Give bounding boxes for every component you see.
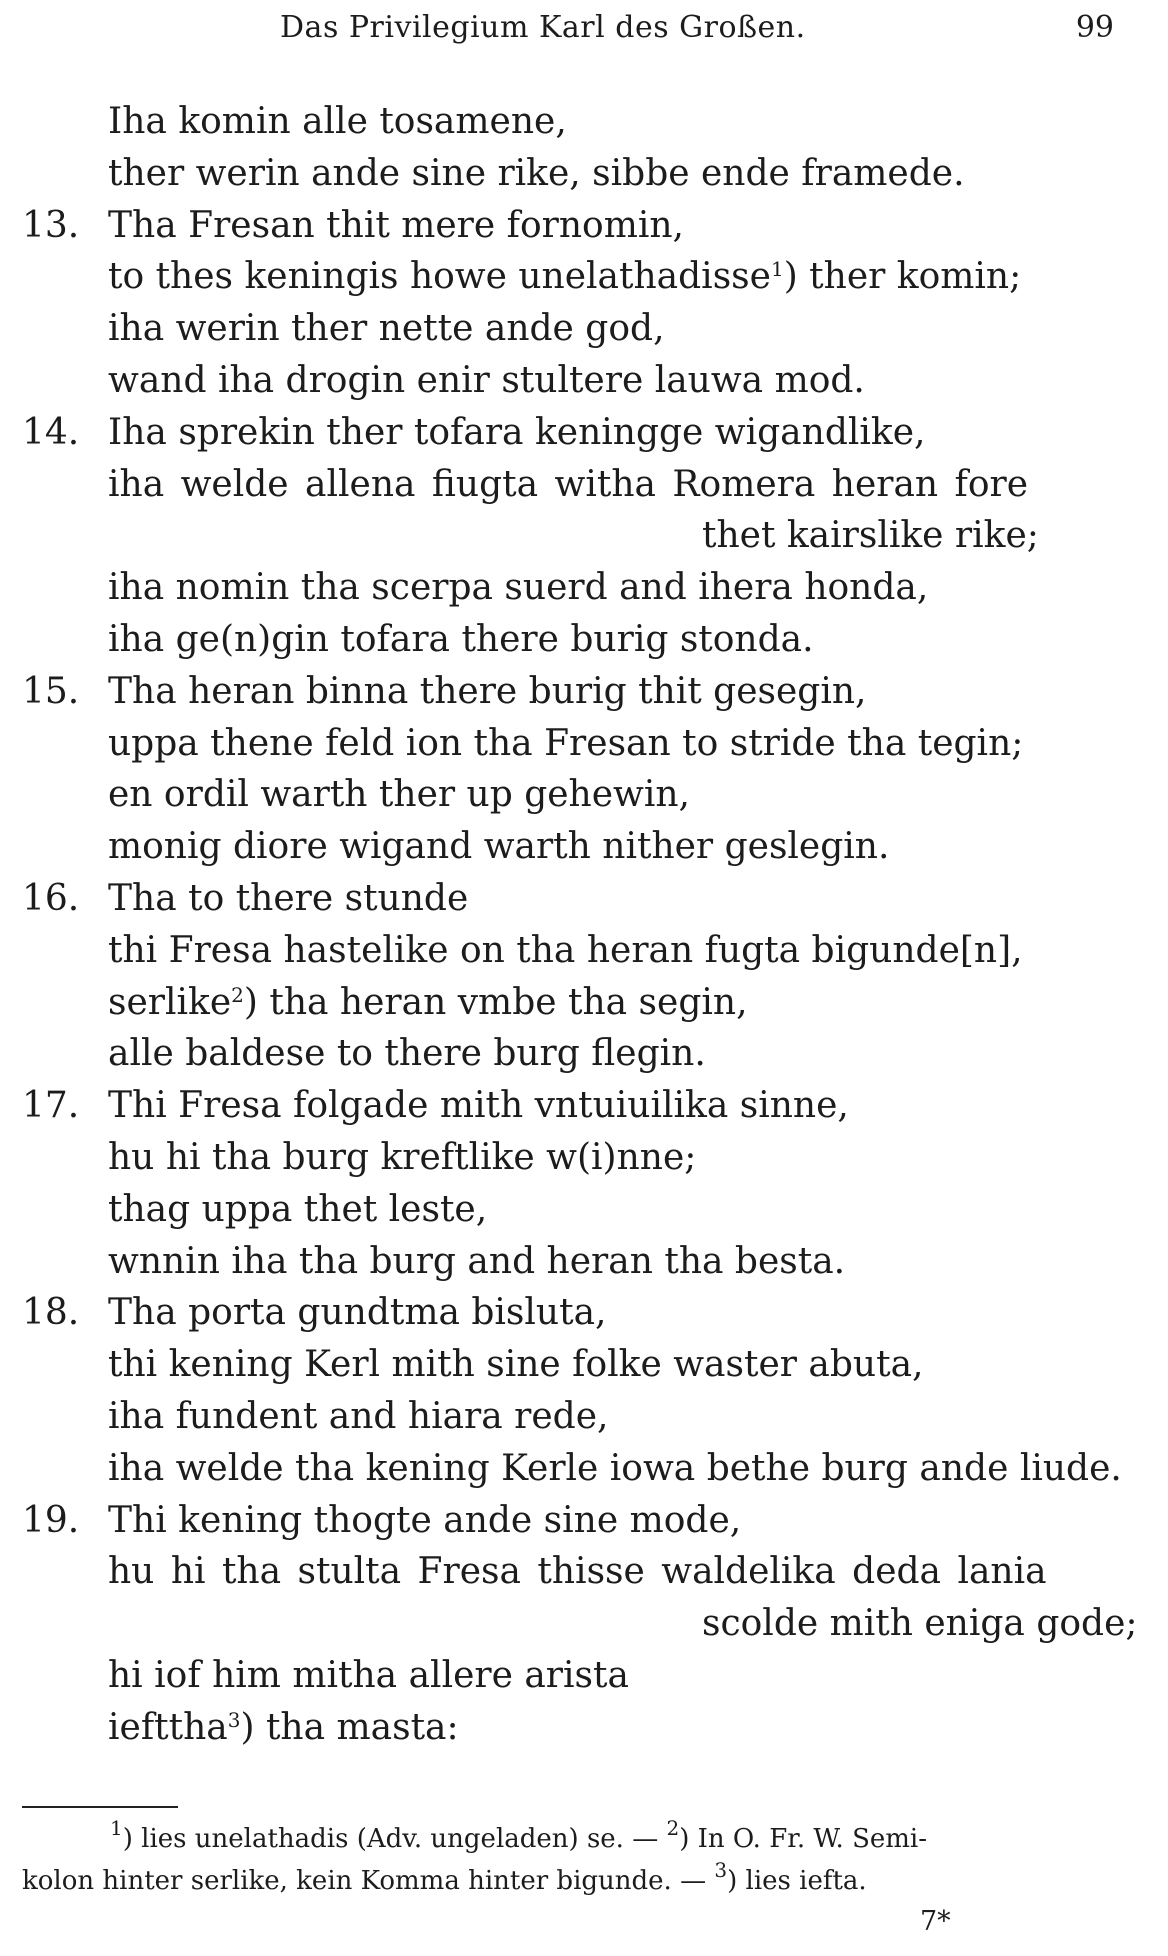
footnote-marker: 1 xyxy=(110,1816,123,1840)
verse-text xyxy=(108,303,665,355)
verse-text-main: Tha porta gundtma bisluta, xyxy=(108,1292,607,1334)
verse-text xyxy=(108,1028,706,1080)
verse-line xyxy=(0,1495,1168,1547)
verse-text xyxy=(108,1702,459,1754)
verse-text xyxy=(108,562,928,614)
verse-text-main: Iha komin alle tosamene, xyxy=(108,101,567,142)
verse-text-main: iha welde allena fiugta witha Romera heran fore xyxy=(108,463,1029,505)
verse-line xyxy=(0,1443,1168,1495)
stanza-number: 16. xyxy=(22,877,80,919)
verse-text-main: thet kairslike rike; xyxy=(702,515,1039,557)
footnote-divider xyxy=(22,1806,178,1808)
verse-text xyxy=(108,1236,845,1288)
verse-line xyxy=(0,977,1168,1029)
verse-text-main: iha fundent and hiara rede, xyxy=(108,1395,609,1437)
verse-text-main: Tha Fresan thit mere fornomin, xyxy=(108,204,684,246)
verse-line xyxy=(0,1546,1168,1598)
verse-text-main: Thi Fresa folgade mith vntuiuilika sinne, xyxy=(108,1085,849,1127)
verse-line xyxy=(0,1028,1168,1080)
verse-line xyxy=(0,303,1168,355)
verse-line xyxy=(0,1391,1168,1443)
stanza-number: 14. xyxy=(22,411,80,453)
verse-text-main: alle baldese to there burg flegin. xyxy=(108,1033,706,1075)
verse-line xyxy=(0,1236,1168,1288)
verse-text xyxy=(108,1443,1122,1495)
verse-text-main: wand iha drogin enir stultere lauwa mod. xyxy=(108,359,865,401)
verse-line xyxy=(0,821,1168,873)
verse-text-main: uppa thene feld ion tha Fresan to stride tha tegin; xyxy=(108,722,1024,764)
verse-text-main: Iha sprekin ther tofara keningge wigandlike, xyxy=(108,411,926,453)
footnote-text: ) lies unelathadis (Adv. ungeladen) se. — xyxy=(122,1824,667,1854)
verse-text xyxy=(108,355,865,407)
verse-line xyxy=(0,769,1168,821)
stanza-number: 15. xyxy=(22,670,80,712)
verse-text-main: iha werin ther nette ande god, xyxy=(108,308,665,350)
verse-line xyxy=(0,251,1168,303)
footnote-reference: 1 xyxy=(770,257,784,282)
verse-text-main: hu hi tha stulta Fresa thisse waldelika deda lania xyxy=(108,1551,1047,1593)
verse-line xyxy=(0,873,1168,925)
verse-line xyxy=(0,200,1168,252)
verse-text xyxy=(108,769,690,821)
verse-text xyxy=(108,1080,849,1132)
verse-text-main: iha ge(n)gin tofara there burig stonda. xyxy=(108,618,814,660)
page-number: 99 xyxy=(1075,10,1114,45)
footnote-line xyxy=(22,1818,1112,1860)
verse-line xyxy=(0,718,1168,770)
verse-text xyxy=(108,96,567,148)
verse-text-after: ) tha masta: xyxy=(240,1706,459,1748)
verse-text xyxy=(108,1339,923,1391)
footnote-reference: 3 xyxy=(227,1707,241,1732)
verse-text xyxy=(702,1598,1138,1650)
verse-text-main: Thi kening thogte ande sine mode, xyxy=(108,1499,742,1541)
footnote-text: ) lies iefta. xyxy=(727,1866,867,1896)
verse-line xyxy=(0,1339,1168,1391)
verse-text-after: ) ther komin; xyxy=(783,256,1022,298)
signature-mark: 7* xyxy=(920,1906,951,1937)
verse-text xyxy=(108,459,1028,511)
stanza-number: 19. xyxy=(22,1499,80,1541)
verse-line xyxy=(0,1080,1168,1132)
verse-text-main: iha nomin tha scerpa suerd and ihera honda, xyxy=(108,567,929,609)
stanza-number: 18. xyxy=(22,1292,80,1334)
verse-line xyxy=(0,1702,1168,1754)
verse-line xyxy=(0,96,1168,148)
verse-line xyxy=(0,562,1168,614)
verse-text xyxy=(108,1391,608,1443)
verse-text xyxy=(108,1546,1047,1598)
verse-line xyxy=(0,666,1168,718)
verse-text-main: hi iof him mitha allere arista xyxy=(108,1654,629,1696)
footnote-marker: 3 xyxy=(714,1858,728,1882)
verse-text-main: ther werin ande sine rike, sibbe ende framede. xyxy=(108,152,965,194)
verse-text-main: Tha heran binna there burig thit gesegin, xyxy=(108,670,867,712)
verse-text xyxy=(108,200,684,252)
footnote-text: ) In O. Fr. W. Semi- xyxy=(679,1824,928,1854)
verse-line xyxy=(0,925,1168,977)
verse-text xyxy=(108,1287,606,1339)
verse-text-main: iefttha xyxy=(108,1706,228,1748)
verse-text xyxy=(108,925,1023,977)
verse-text xyxy=(108,666,866,718)
verse-line xyxy=(0,148,1168,200)
verse-text-main: hu hi tha burg kreftlike w(i)nne; xyxy=(108,1136,697,1178)
verse-line xyxy=(0,1132,1168,1184)
stanza-number: 13. xyxy=(22,204,80,246)
verse-text xyxy=(108,718,1023,770)
footnotes xyxy=(22,1818,1112,1902)
verse-line xyxy=(0,1287,1168,1339)
verse-text xyxy=(108,821,889,873)
verse-line xyxy=(0,407,1168,459)
verse-text xyxy=(702,510,1039,562)
verse-text xyxy=(108,148,965,200)
verse-text-main: wnnin iha tha burg and heran tha besta. xyxy=(108,1240,846,1282)
running-header-title: Das Privilegium Karl des Großen. xyxy=(280,10,806,45)
verse-text-main: to thes keningis howe unelathadisse xyxy=(108,256,771,298)
verse-line xyxy=(0,355,1168,407)
verse-line xyxy=(0,510,1168,562)
verse-text xyxy=(108,1132,696,1184)
verse-line xyxy=(0,1598,1168,1650)
footnote-marker: 2 xyxy=(666,1816,680,1840)
verse-text xyxy=(108,1495,741,1547)
verse-text xyxy=(108,977,748,1029)
poem-body xyxy=(0,96,1168,1754)
verse-text-main: monig diore wigand warth nither geslegin. xyxy=(108,826,890,868)
footnote-text: kolon hinter serlike, kein Komma hinter bigunde. — xyxy=(22,1866,715,1896)
verse-text xyxy=(108,614,814,666)
stanza-number: 17. xyxy=(22,1085,80,1127)
footnote-reference: 2 xyxy=(231,982,244,1007)
verse-line xyxy=(0,614,1168,666)
verse-text xyxy=(108,407,925,459)
verse-line xyxy=(0,459,1168,511)
verse-text-main: iha welde tha kening Kerle iowa bethe burg ande liude. xyxy=(108,1447,1122,1489)
verse-text-main: Tha to there stunde xyxy=(108,877,469,919)
verse-text xyxy=(108,1184,487,1236)
verse-text-after: ) tha heran vmbe tha segin, xyxy=(243,981,748,1023)
verse-text xyxy=(108,1650,629,1702)
footnote-line xyxy=(22,1860,1112,1902)
verse-text-main: thi Fresa hastelike on tha heran fugta bigunde[n], xyxy=(108,929,1023,971)
verse-text xyxy=(108,873,468,925)
verse-line xyxy=(0,1184,1168,1236)
verse-text-main: scolde mith eniga gode; xyxy=(702,1603,1138,1645)
verse-text-main: en ordil warth ther up gehewin, xyxy=(108,774,690,816)
verse-text xyxy=(108,251,1021,303)
verse-text-main: thi kening Kerl mith sine folke waster abuta, xyxy=(108,1344,924,1386)
verse-text-main: serlike xyxy=(108,981,232,1023)
verse-line xyxy=(0,1650,1168,1702)
verse-text-main: thag uppa thet leste, xyxy=(108,1188,488,1230)
